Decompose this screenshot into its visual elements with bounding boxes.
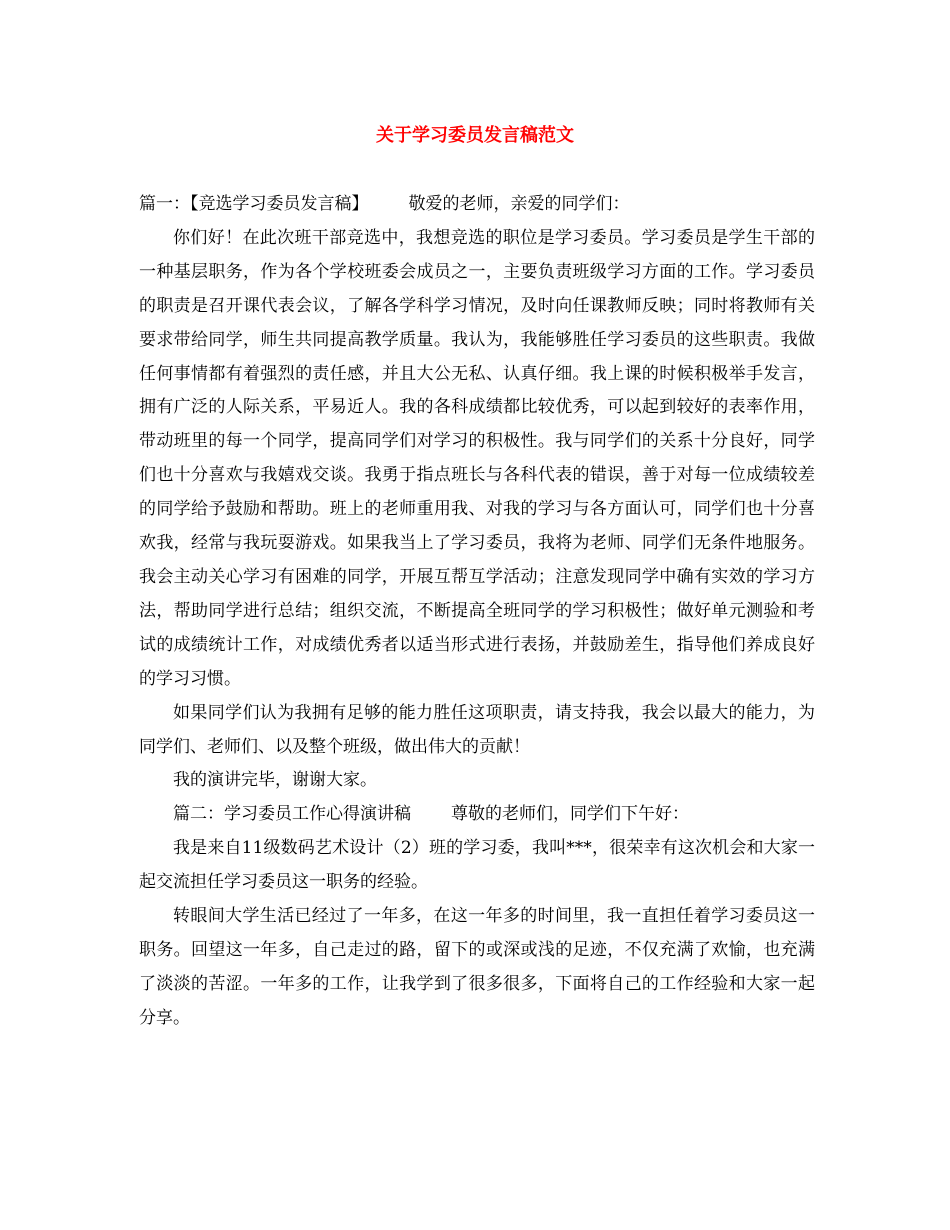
section-heading-1-salutation: 敬爱的老师，亲爱的同学们：: [408, 194, 630, 214]
section-heading-2: [139, 798, 815, 832]
paragraph-1: 你们好！在此次班干部竞选中，我想竞选的职位是学习委员。学习委员是学生干部的一种基层职务，作为各个学校班委会成员之一，主要负责班级学习方面的工作。学习委员的职责是召开课代表会议，了解各学科学习情况，及时向任课教师反映；同时将教师有关要求带给同学，师生共同提高教学质量。我认为，我能够胜任学习委员的这些职责。我做任何事情都有着强烈的责任感，并且大公无私、认真仔细。我上课的时候积极举手发言，拥有广泛的人际关系，平易近人。我的各科成绩都比较优秀，可以起到较好的表率作用，带动班里的每一个同学，提高同学们对学习的积极性。我与同学们的关系十分良好，同学们也十分喜欢与我嬉戏交谈。我勇于指点班长与各科代表的错误，善于对每一位成绩较差的同学给予鼓励和帮助。班上的老师重用我、对我的学习与各方面认可，同学们也十分喜欢我，经常与我玩耍游戏。如果我当上了学习委员，我将为老师、同学们无条件地服务。我会主动关心学习有困难的同学，开展互帮互学活动；注意发现同学中确有实效的学习方法，帮助同学进行总结；组织交流，不断提高全班同学的学习积极性；做好单元测验和考试的成绩统计工作，对成绩优秀者以适当形式进行表扬，并鼓励差生，指导他们养成良好的学习习惯。: [139, 227, 815, 689]
paragraph-2: 如果同学们认为我拥有足够的能力胜任这项职责，请支持我，我会以最大的能力，为同学们、老师们、以及整个班级，做出伟大的贡献！: [139, 702, 815, 757]
section-heading-1: [139, 188, 815, 222]
paragraph-4: 我是来自11级数码艺术设计（2）班的学习委，我叫***，很荣幸有这次机会和大家一起交流担任学习委员这一职务的经验。: [139, 838, 815, 893]
document-title: 关于学习委员发言稿范文: [376, 125, 574, 146]
paragraph-5: 转眼间大学生活已经过了一年多，在这一年多的时间里，我一直担任着学习委员这一职务。回望这一年多，自己走过的路，留下的或深或浅的足迹，不仅充满了欢愉，也充满了淡淡的苦涩。一年多的工作，让我学到了很多很多，下面将自己的工作经验和大家一起分享。: [139, 906, 815, 1028]
section-heading-2-label: 篇二：学习委员工作心得演讲稿: [173, 804, 411, 825]
section-heading-2-salutation: 尊敬的老师们，同学们下午好：: [451, 804, 689, 825]
document-body: [139, 188, 815, 1036]
paragraph-3: 我的演讲完毕，谢谢大家。: [173, 770, 377, 791]
section-heading-1-label: 篇一：【竞选学习委员发言稿】: [139, 194, 369, 214]
